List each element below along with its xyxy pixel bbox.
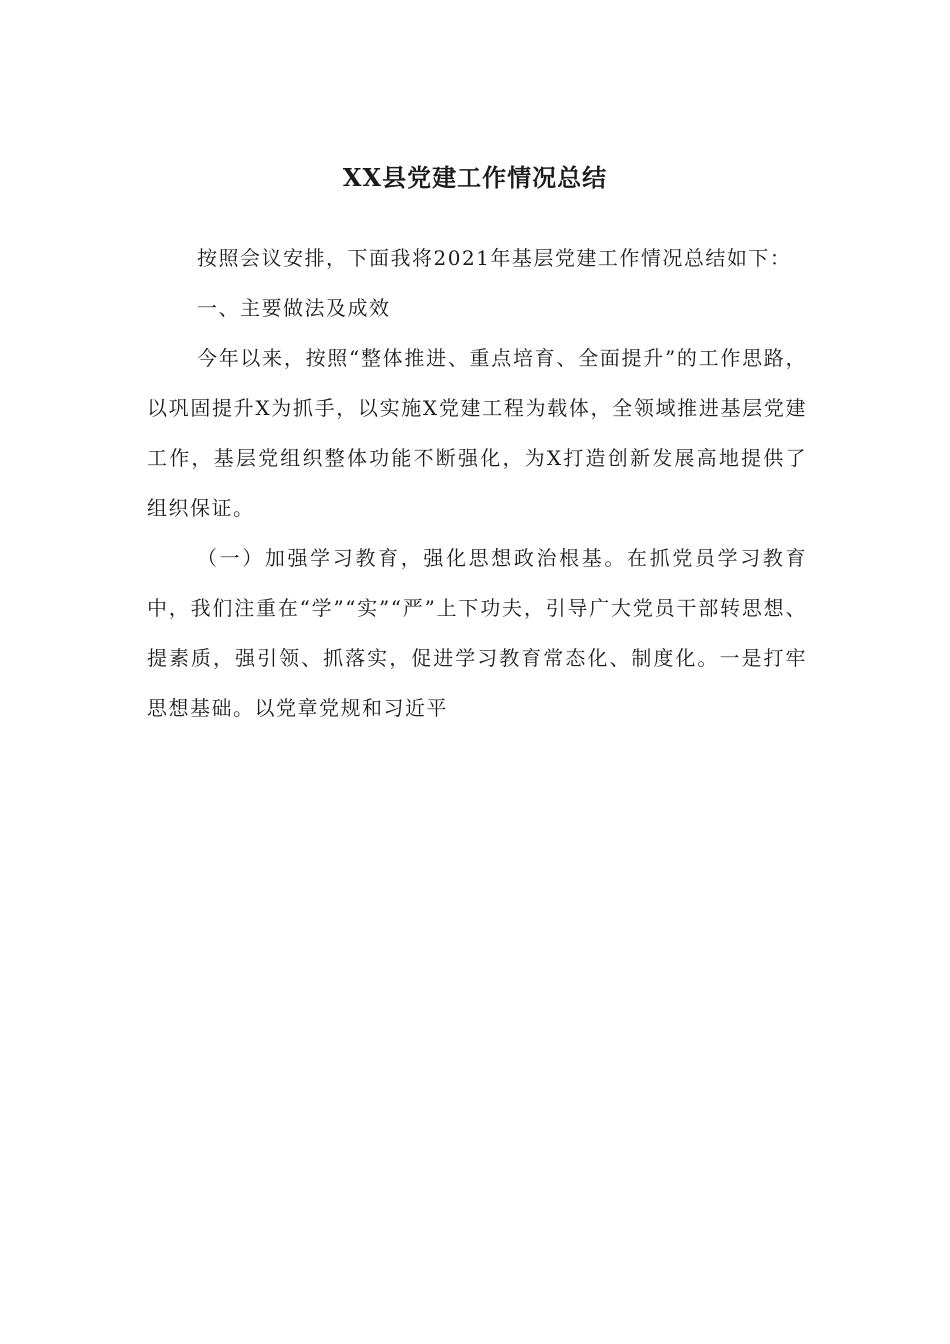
- intro-paragraph: 按照会议安排，下面我将2021年基层党建工作情况总结如下：: [197, 246, 792, 270]
- document-title: XX县党建工作情况总结: [342, 163, 608, 192]
- section-heading: 一、主要做法及成效: [197, 296, 391, 320]
- subsection-paragraph: （一）加强学习教育，强化思想政治根基。在抓党员学习教育中，我们注重在“学”“实”“严”上下功夫，引导广大党员干部转思想、提素质，强引领、抓落实，促进学习教育常态化、制度化。一是打牢思想基础。以党章党规和习近平: [147, 546, 807, 720]
- document-body: [147, 233, 807, 733]
- overview-paragraph: 今年以来，按照“整体推进、重点培育、全面提升”的工作思路，以巩固提升X为抓手，以实施X党建工程为载体，全领域推进基层党建工作，基层党组织整体功能不断强化，为X打造创新发展高地提供了组织保证。: [147, 346, 807, 520]
